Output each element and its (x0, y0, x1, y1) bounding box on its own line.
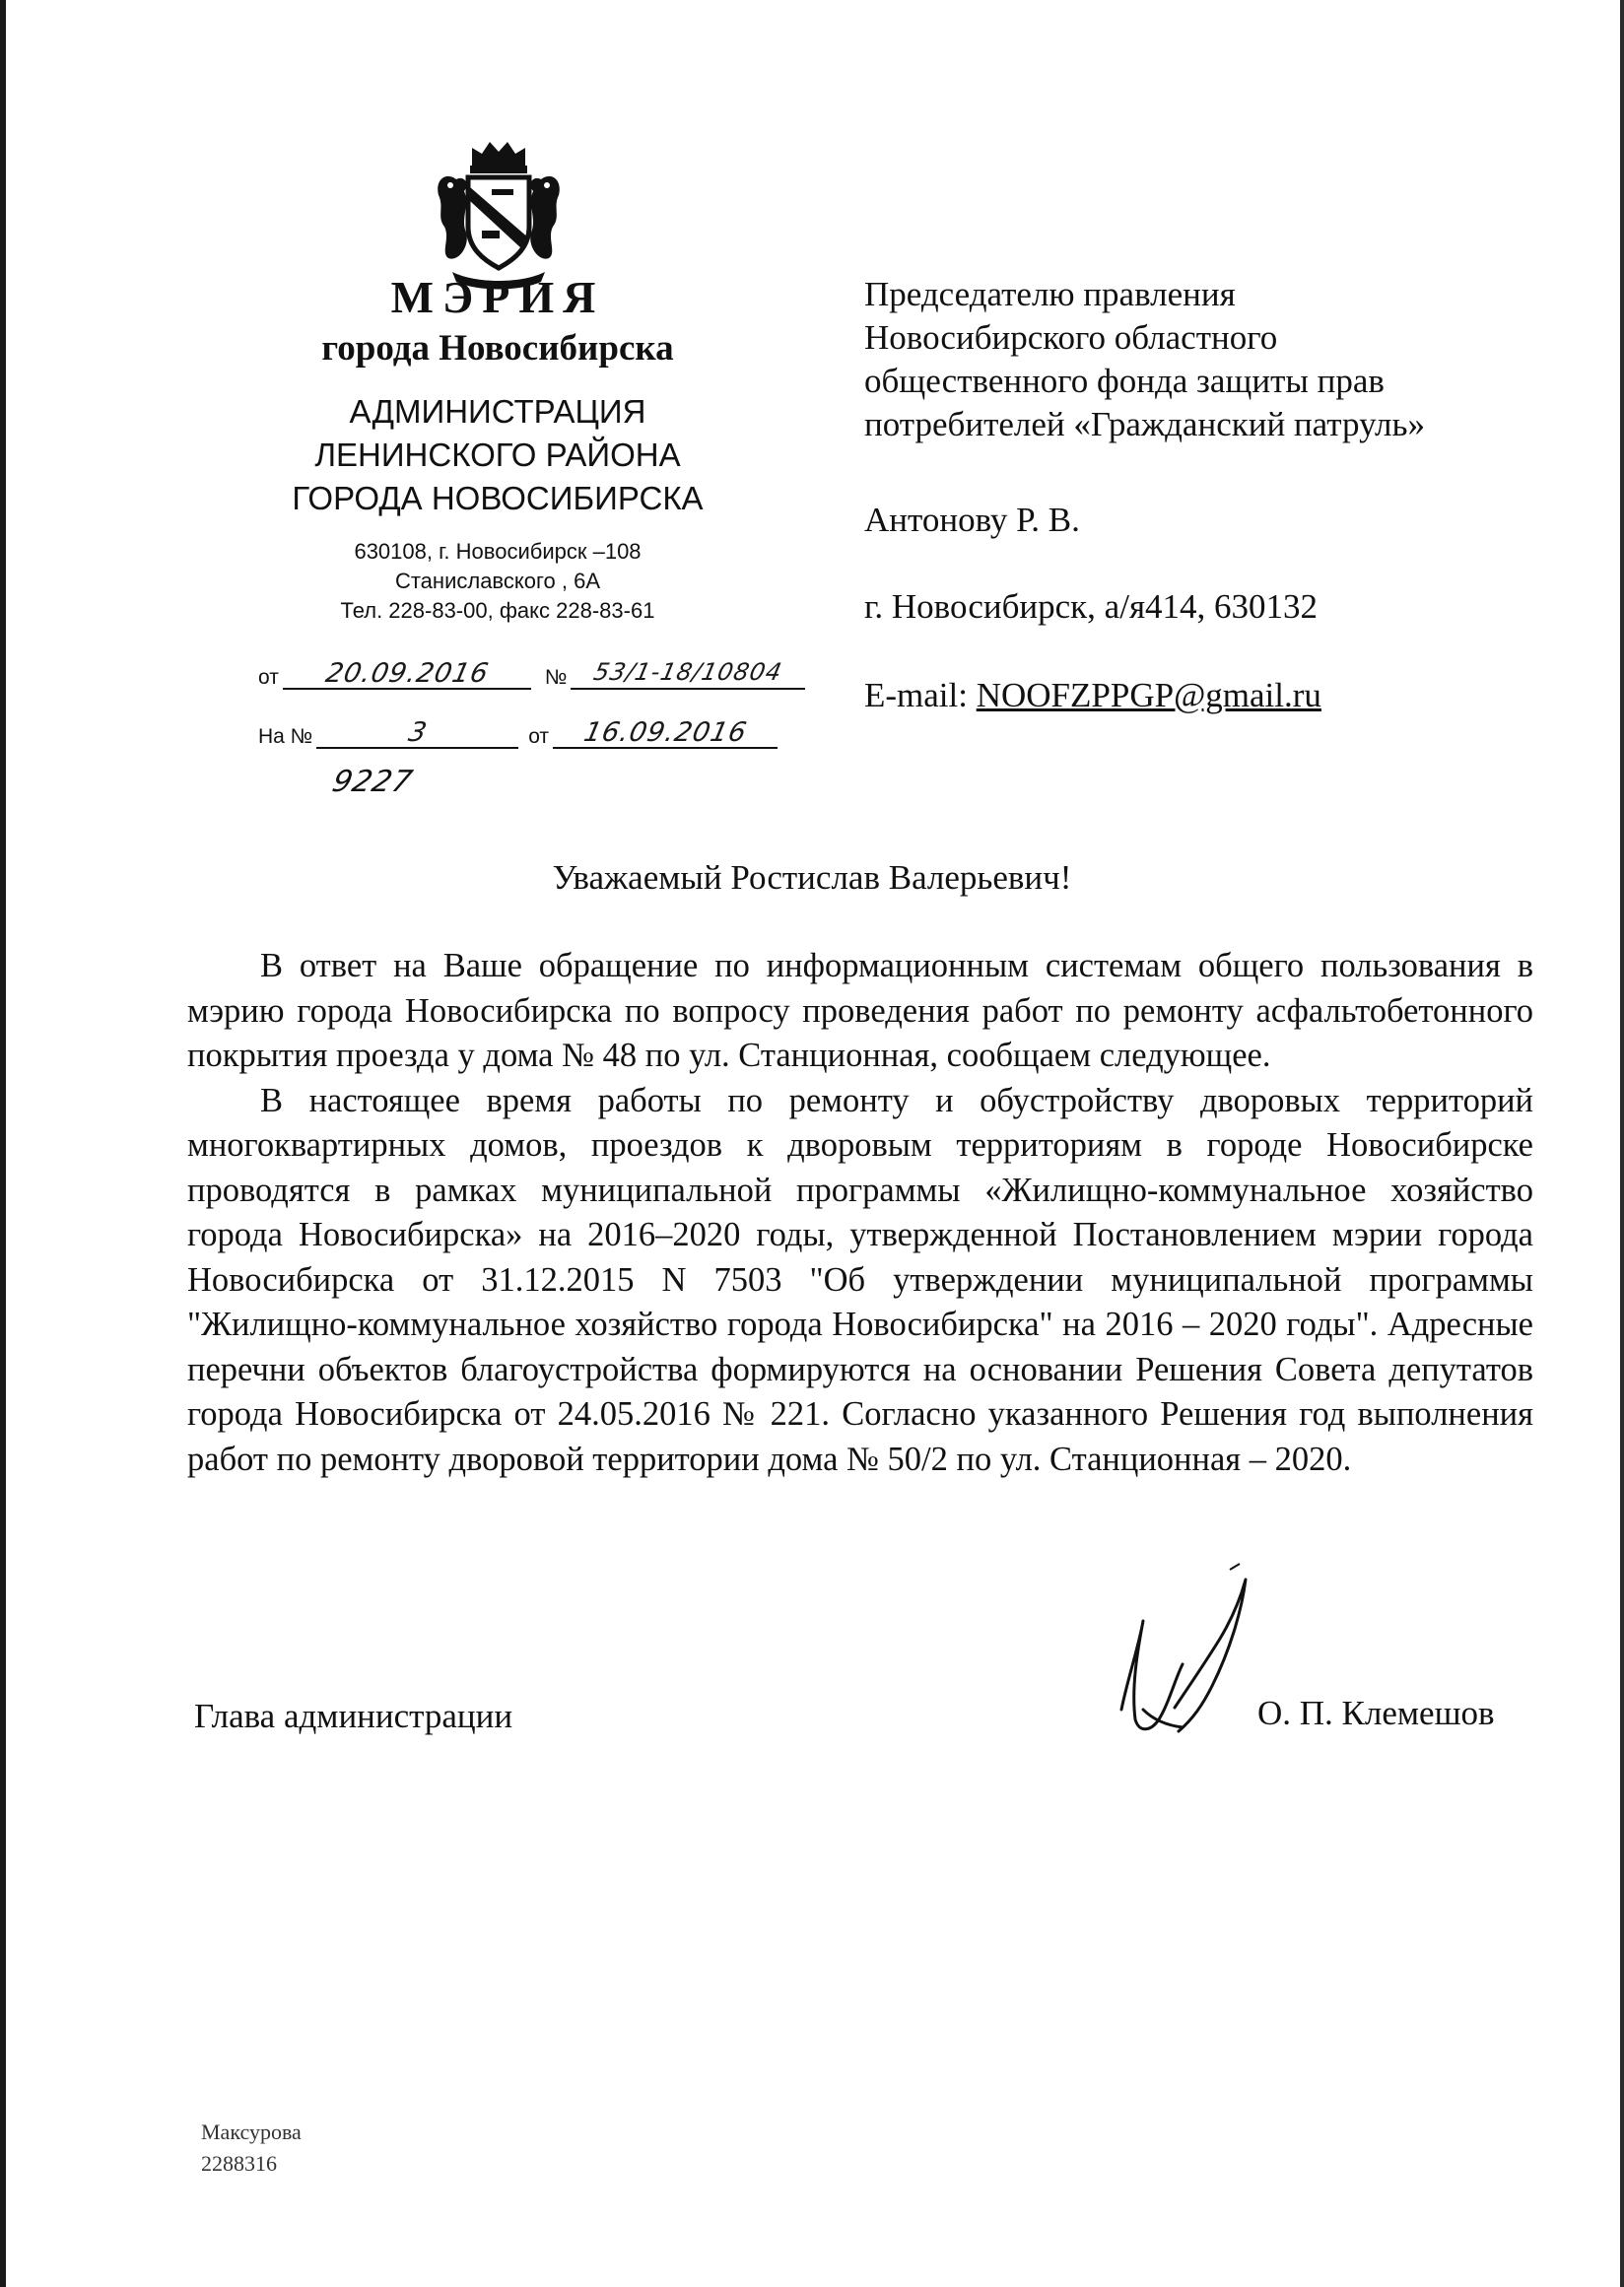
executor-block (201, 2117, 302, 2180)
reply-date-handwritten: 16.09.2016 (580, 717, 750, 748)
signatory-title: Глава администрации (194, 1697, 513, 1735)
reply-from-label: от (528, 725, 550, 748)
recipient-line: Новосибирского областного (864, 318, 1278, 357)
recipient-address: г. Новосибирск, а/я414, 630132 (864, 587, 1319, 626)
scan-edge-right (1620, 0, 1624, 2287)
incoming-reg-line (258, 713, 778, 749)
org-admin-line: АДМИНИСТРАЦИЯ (349, 393, 646, 430)
salutation: Уважаемый Ростислав Валерьевич! (552, 858, 1072, 897)
recipient-block (864, 273, 1574, 446)
number-label: № (544, 666, 568, 689)
reply-date-field (553, 713, 778, 749)
number-handwritten: 53/1-18/10804 (591, 658, 785, 686)
reply-number-field (316, 713, 518, 749)
reply-number-handwritten: 3 (405, 717, 431, 748)
outgoing-reg-line (258, 654, 805, 690)
from-date-field (283, 654, 531, 690)
recipient-line: Председателю правления (864, 275, 1236, 313)
email-link[interactable]: NOOFZPPGP@gmail.ru (976, 676, 1321, 714)
org-address-line: Станиславского , 6А (394, 569, 601, 593)
recipient-name: Антонову Р. В. (864, 501, 1080, 539)
body-paragraph: В ответ на Ваше обращение по информационным системам общего пользования в мэрию города Новосибирска по вопросу проведения работ по ремонту асфальтобетонного покрытия проезда у дома № 48 по ул. Станционная, сообщаем следующее. (187, 947, 1533, 1074)
recipient-line: потребителей «Гражданский патруль» (864, 405, 1425, 443)
from-label: от (258, 666, 279, 689)
handwritten-signature-icon (1114, 1562, 1271, 1749)
org-admin-line: ГОРОДА НОВОСИБИРСКА (292, 480, 704, 516)
executor-phone: 2288316 (201, 2151, 277, 2176)
scan-edge-left (0, 0, 6, 2287)
org-address-line: Тел. 228-83-00, факс 228-83-61 (340, 598, 655, 623)
recipient-email (864, 676, 1321, 715)
email-label: E-mail: (864, 676, 968, 714)
handwritten-note: 9227 (328, 765, 417, 799)
org-title: МЭРИЯ (390, 272, 605, 322)
body-paragraph: В настоящее время работы по ремонту и обустройству дворовых территорий многоквартирных домов, проездов к дворовым территориям в городе Новосибирске проводятся в рамках муниципальной программы «Жилищно-коммунальное хозяйство города Новосибирска» на 2016–2020 годы, утвержденной Постановлением мэрии города Новосибирска от 31.12.2015 N 7503 "Об утверждении муниципальной программы "Жилищно-коммунальное хозяйство города Новосибирска" на 2016 – 2020 годы". Адресные перечни объектов благоустройства формируются на основании Решения Совета депутатов города Новосибирска от 24.05.2016 № 221. Согласно указанного Решения год выполнения работ по ремонту дворовой территории дома № 50/2 по ул. Станционная – 2020. (187, 1081, 1533, 1478)
signatory-name: О. П. Клемешов (1257, 1694, 1495, 1732)
from-date-handwritten: 20.09.2016 (322, 658, 492, 689)
recipient-line: общественного фонда защиты прав (864, 362, 1385, 400)
org-address-line: 630108, г. Новосибирск –108 (354, 539, 642, 564)
coat-of-arms-icon (431, 136, 567, 292)
org-address-block (237, 537, 759, 626)
number-field (571, 654, 805, 690)
org-admin-line: ЛЕНИНСКОГО РАЙОНА (314, 437, 681, 473)
executor-name: Максурова (201, 2119, 302, 2144)
reply-label: На № (258, 725, 313, 748)
org-admin-block (237, 390, 759, 520)
letter-body (187, 944, 1533, 1482)
org-city: города Новосибирска (321, 328, 674, 369)
